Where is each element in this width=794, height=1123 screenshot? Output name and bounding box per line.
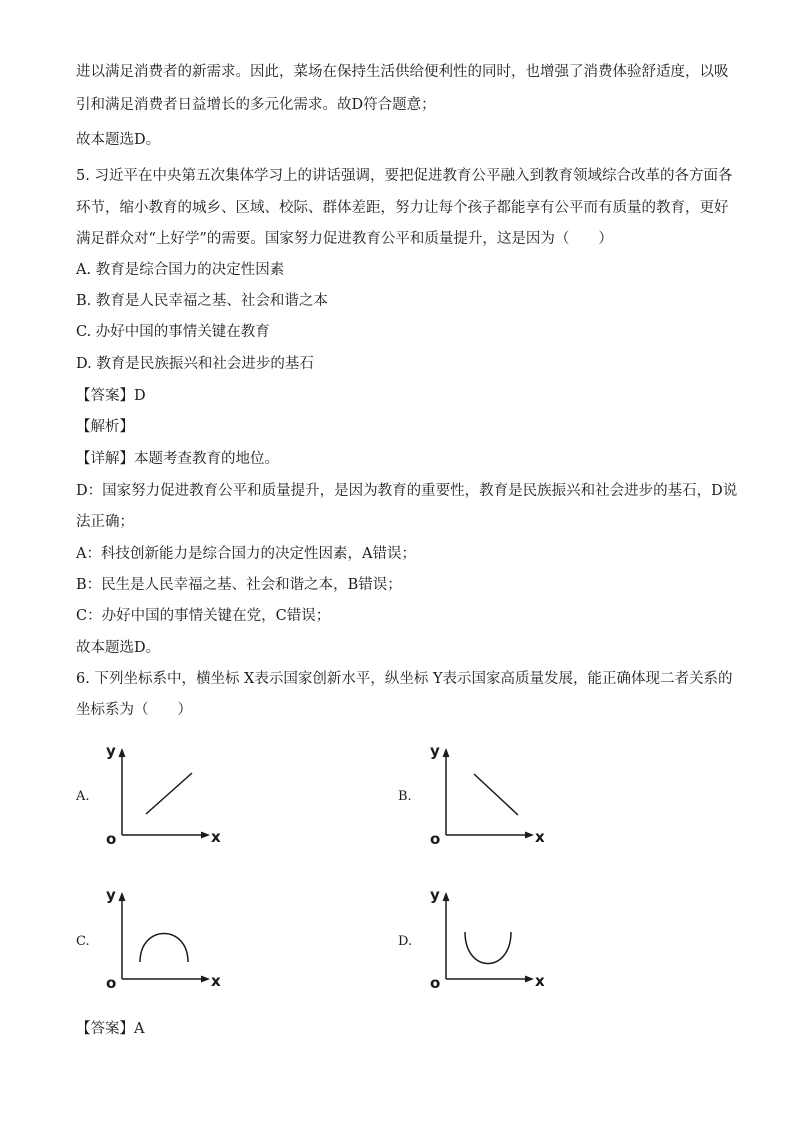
graph-c-curve [140, 934, 188, 963]
graph-a-x-arrow [201, 832, 210, 839]
graph-d-y-label: y [430, 886, 440, 904]
graph-d-curve [465, 932, 511, 964]
option-b: B. 教育是人民幸福之基、社会和谐之本 [76, 293, 328, 309]
graph-a-y-arrow [119, 748, 126, 757]
graph-d [424, 884, 554, 994]
graph-b-origin-label: o [430, 830, 441, 848]
explanation-line: B：民生是人民幸福之基、社会和谐之本，B错误； [76, 577, 402, 593]
graph-c-x-arrow [201, 976, 210, 983]
graph-d-x-arrow [525, 976, 534, 983]
graph-b-x-label: x [535, 828, 545, 846]
graph-b-curve [474, 774, 518, 815]
analysis-label: 【解析】 [76, 419, 134, 435]
graph-b-x-arrow [525, 832, 534, 839]
graph-d-option-label: D. [398, 934, 413, 949]
graph-a-y-label: y [106, 742, 116, 760]
explanation-line: C：办好中国的事情关键在党，C错误； [76, 608, 331, 624]
graph-b-y-label: y [430, 742, 440, 760]
question-5-stem: 环节，缩小教育的城乡、区域、校际、群体差距，努力让每个孩子都能享有公平而有质量的教育，更好 [76, 200, 729, 216]
graph-d-x-label: x [535, 972, 545, 990]
explanation-line: 法正确； [76, 514, 134, 530]
graph-c-x-label: x [211, 972, 221, 990]
question-6-stem: 坐标系为（ ） [76, 702, 192, 718]
question-5-stem: 5. 习近平在中央第五次集体学习上的讲话强调，要把促进教育公平融入到教育领域综合改革的各方面各 [76, 168, 733, 184]
graph-c-origin-label: o [106, 974, 117, 992]
detail-line: 【详解】本题考查教育的地位。 [76, 451, 279, 467]
graph-a-option-label: A. [76, 789, 90, 804]
graph-d-y-arrow [443, 892, 450, 901]
graph-c-y-arrow [119, 892, 126, 901]
graph-a-origin-label: o [106, 830, 117, 848]
graph-c-y-label: y [106, 886, 116, 904]
graph-a [100, 740, 230, 850]
graph-a-curve [146, 773, 192, 814]
text-line: 故本题选D。 [76, 132, 161, 148]
option-d: D. 教育是民族振兴和社会进步的基石 [76, 356, 314, 372]
option-a: A. 教育是综合国力的决定性因素 [76, 262, 285, 278]
graph-c-option-label: C. [76, 934, 90, 949]
conclusion-line: 故本题选D。 [76, 640, 161, 656]
graph-d-origin-label: o [430, 974, 441, 992]
explanation-line: A：科技创新能力是综合国力的决定性因素，A错误； [76, 546, 416, 562]
question-6-stem: 6. 下列坐标系中，横坐标 X表示国家创新水平，纵坐标 Y表示国家高质量发展，能正确体现二者关系的 [76, 671, 733, 687]
final-answer: 【答案】A [76, 1021, 145, 1037]
graph-a-x-label: x [211, 828, 221, 846]
graph-b-y-arrow [443, 748, 450, 757]
graph-b-option-label: B. [398, 789, 412, 804]
text-line: 引和满足消费者日益增长的多元化需求。故D符合题意； [76, 97, 436, 113]
graph-c [100, 884, 230, 994]
text-line: 进以满足消费者的新需求。因此，菜场在保持生活供给便利性的同时，也增强了消费体验舒适度，以吸 [76, 64, 729, 80]
explanation-line: D：国家努力促进教育公平和质量提升，是因为教育的重要性，教育是民族振兴和社会进步的基石，D说 [76, 483, 738, 499]
answer-label: 【答案】D [76, 388, 146, 404]
question-5-stem: 满足群众对“上好学”的需要。国家努力促进教育公平和质量提升，这是因为（ ） [76, 231, 613, 247]
option-c: C. 办好中国的事情关键在教育 [76, 324, 270, 340]
graph-b [424, 740, 554, 850]
